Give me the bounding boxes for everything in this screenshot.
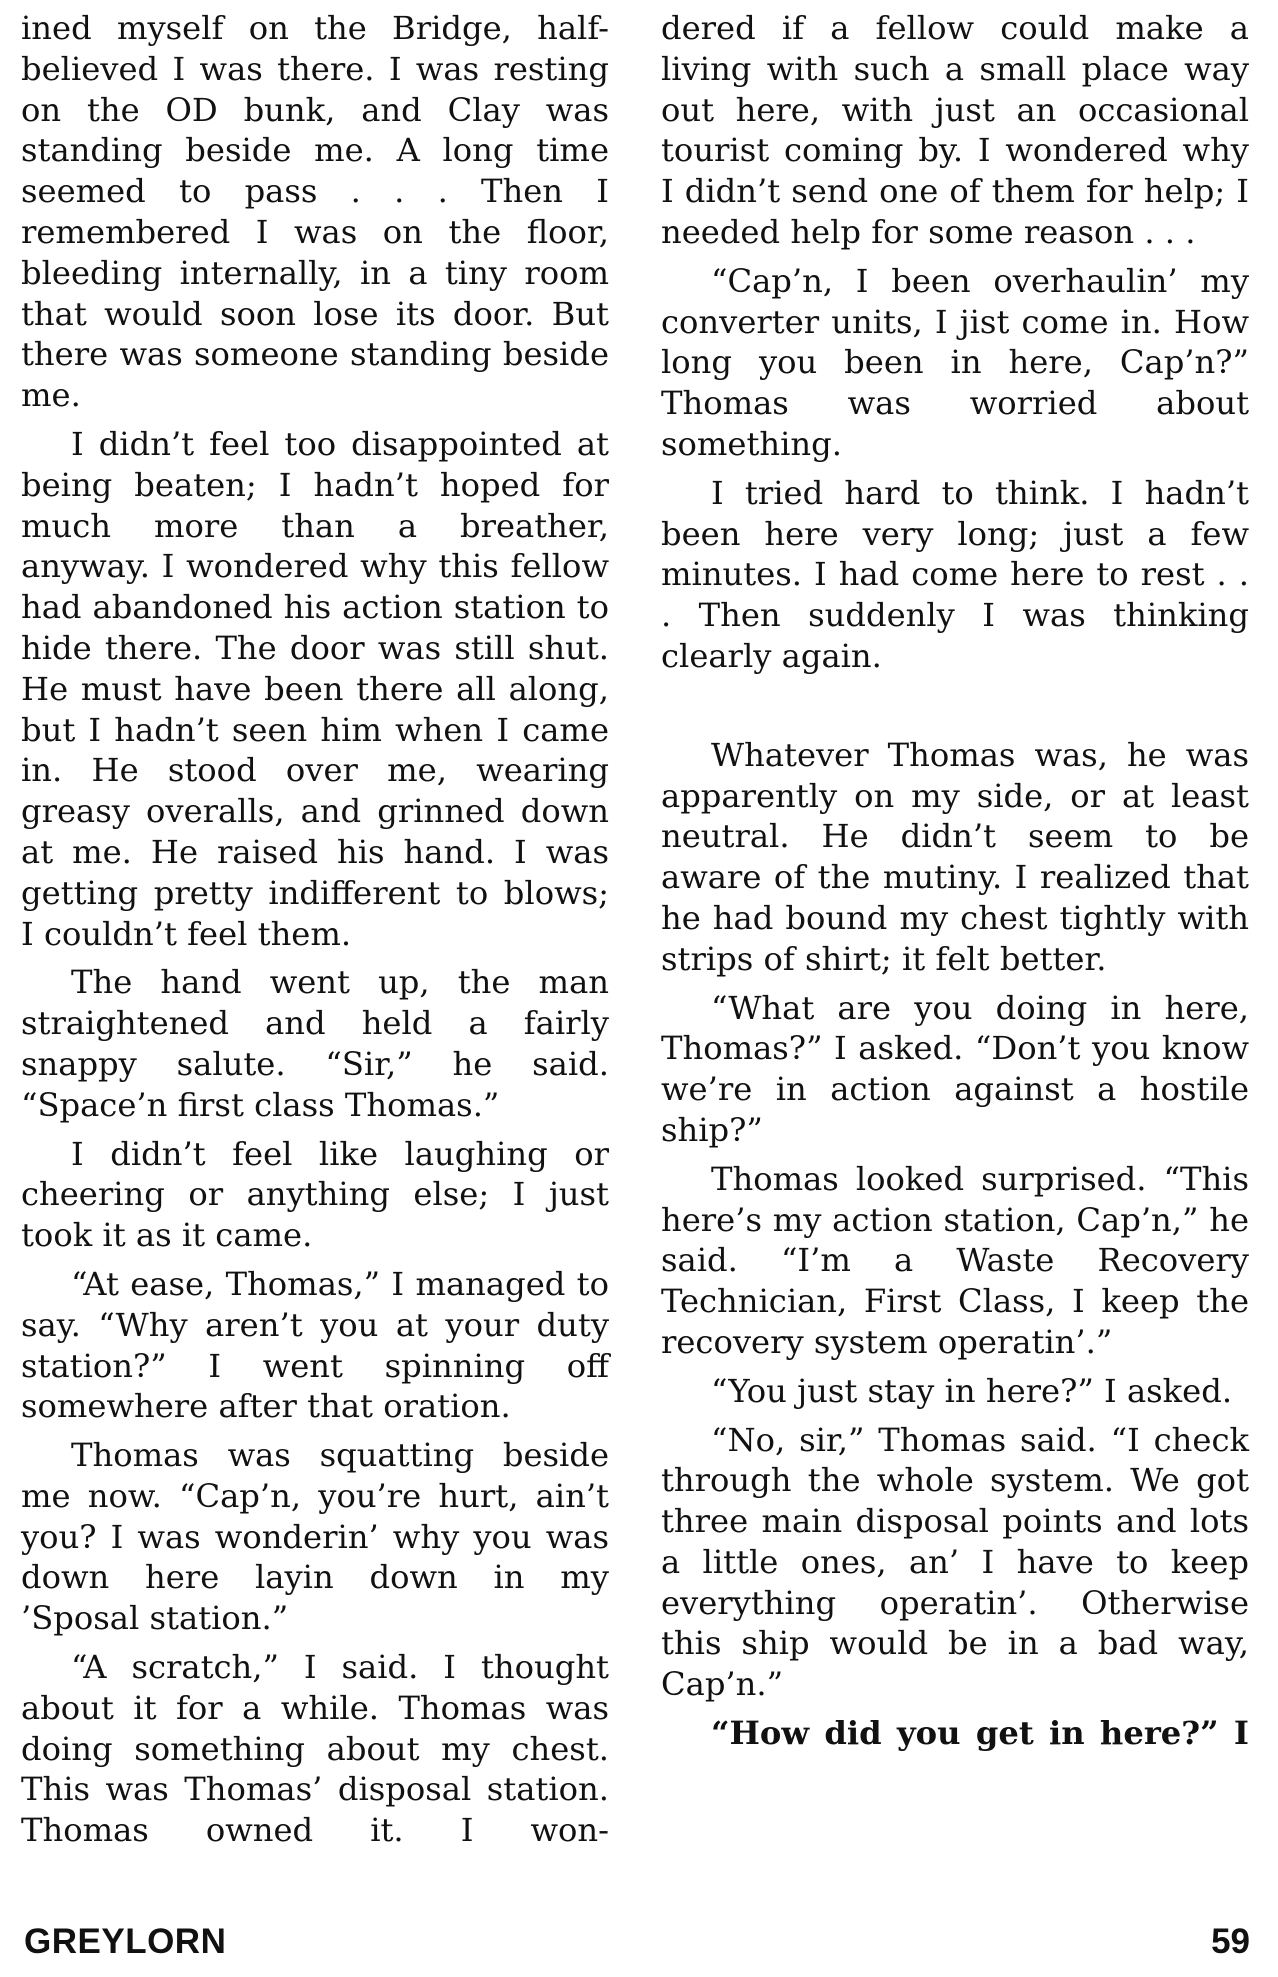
paragraph: I didn’t feel too disappointed at being beaten; I hadn’t hoped for much more than a breather, anyway. I wondered why this fellow had abandoned his action station to hide there. The door was still shut. He must have been there all along, but I hadn’t seen him when I came in. He stood over me, wearing greasy overalls, and grinned down at me. He raised his hand. I was getting pretty indifferent to blows; I couldn’t feel them.: [21, 424, 609, 953]
paragraph: Whatever Thomas was, he was apparently on my side, or at least neutral. He didn’t seem to be aware of the mutiny. I realized that he had bound my chest tightly with strips of shirt; it felt better.: [661, 735, 1249, 978]
paragraph: “A scratch,” I said. I thought about it for a while. Thomas was doing something about my chest. This was Thomas’ disposal station. Thomas owned it. I won-: [21, 1648, 609, 1850]
paragraph: I tried hard to think. I hadn’t been here very long; just a few minutes. I had come here to rest . . . Then suddenly I was thinking clearly again.: [661, 473, 1249, 675]
magazine-title: GREYLORN: [24, 1922, 227, 1961]
paragraph: “At ease, Thomas,” I managed to say. “Why aren’t you at your duty station?” I went spinning off somewhere after that oration.: [21, 1264, 609, 1426]
left-text-column: [21, 8, 609, 1859]
paragraph: Thomas was squatting beside me now. “Cap’n, you’re hurt, ain’t you? I was wonderin’ why you was down here layin down in my ’Sposal station.”: [21, 1436, 609, 1638]
right-text-column: [661, 8, 1249, 1762]
paragraph: “How did you get in here?” I: [711, 1714, 1249, 1753]
paragraph: “What are you doing in here, Thomas?” I asked. “Don’t you know we’re in action against a hostile ship?”: [661, 988, 1249, 1149]
paragraph: ined myself on the Bridge, half-believed I was there. I was resting on the OD bunk, and Clay was standing beside me. A long time seemed to pass . . . Then I remembered I was on the floor, bleeding internally, in a tiny room that would soon lose its door. But there was someone standing beside me.: [21, 9, 609, 415]
paragraph: “No, sir,” Thomas said. “I check through the whole system. We got three main disposal points and lots a little ones, an’ I have to keep everything operatin’. Otherwise this ship would be in a bad way, Cap’n.”: [661, 1420, 1249, 1704]
paragraph: Thomas looked surprised. “This here’s my action station, Cap’n,” he said. “I’m a Waste Recovery Technician, First Class, I keep the recovery system operatin’.”: [661, 1159, 1249, 1361]
paragraph: I didn’t feel like laughing or cheering or anything else; I just took it as it came.: [21, 1134, 609, 1255]
paragraph: The hand went up, the man straightened and held a fairly snappy salute. “Sir,” he said. “Space’n first class Thomas.”: [21, 963, 609, 1124]
page-number: 59: [1211, 1922, 1250, 1961]
paragraph: dered if a fellow could make a living with such a small place way out here, with just an occasional tourist coming by. I wondered why I didn’t send one of them for help; I needed help for some reason . . .: [661, 9, 1249, 251]
paragraph: “Cap’n, I been overhaulin’ my converter units, I jist come in. How long you been in here, Cap’n?” Thomas was worried about something.: [661, 261, 1249, 463]
paragraph: “You just stay in here?” I asked.: [711, 1371, 1233, 1410]
